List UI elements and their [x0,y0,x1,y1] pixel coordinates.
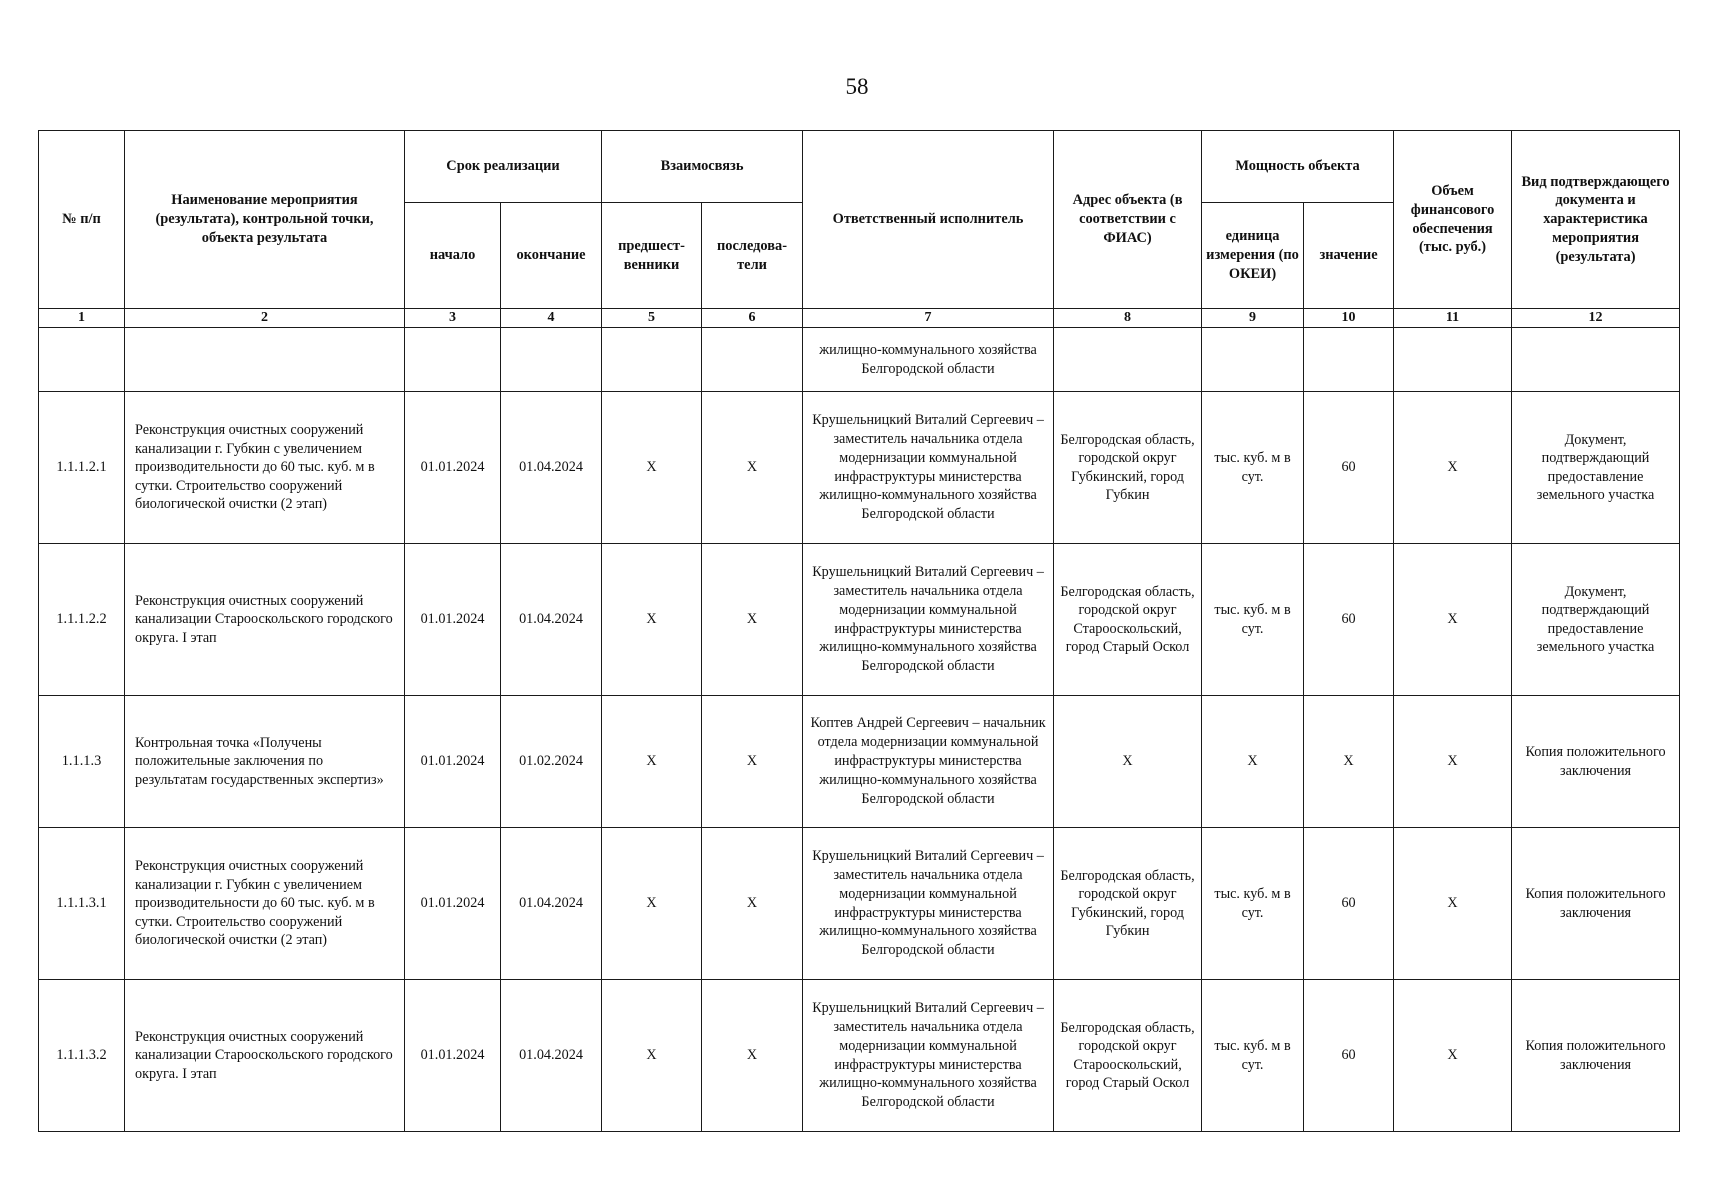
row-start: 01.01.2024 [405,828,501,980]
row-value: 60 [1304,392,1394,544]
column-index: 5 [602,309,702,328]
column-index: 2 [125,309,405,328]
header-address: Адрес объекта (в соответствии с ФИАС) [1054,131,1202,309]
table-row [39,696,1680,828]
continuation-text: жилищно-коммунального хозяйства Белгородской области [803,328,1054,392]
row-unit: тыс. куб. м в сут. [1202,544,1304,696]
row-start: 01.01.2024 [405,980,501,1132]
header-start: начало [405,203,501,309]
row-num: 1.1.1.2.1 [39,392,125,544]
row-followers: X [702,392,803,544]
row-executor: Крушельницкий Виталий Сергеевич – заместитель начальника отдела модернизации коммунальной инфраструктуры министерства жилищно-коммунального хозяйства Белгородской области [803,980,1054,1132]
row-followers: X [702,696,803,828]
header-relation: Взаимосвязь [602,131,803,203]
row-address: X [1054,696,1202,828]
column-index: 3 [405,309,501,328]
row-num: 1.1.1.3.1 [39,828,125,980]
row-unit: X [1202,696,1304,828]
row-address: Белгородская область, городской округ Губкинский, город Губкин [1054,392,1202,544]
column-index: 11 [1394,309,1512,328]
row-predecessors: X [602,544,702,696]
row-name: Реконструкция очистных сооружений канализации Старооскольского городского округа. I этап [125,544,405,696]
row-executor: Крушельницкий Виталий Сергеевич – заместитель начальника отдела модернизации коммунальной инфраструктуры министерства жилищно-коммунального хозяйства Белгородской области [803,544,1054,696]
row-unit: тыс. куб. м в сут. [1202,980,1304,1132]
column-index: 4 [501,309,602,328]
header-period: Срок реализации [405,131,602,203]
column-index: 7 [803,309,1054,328]
row-num: 1.1.1.3 [39,696,125,828]
column-index: 8 [1054,309,1202,328]
row-followers: X [702,828,803,980]
row-executor: Крушельницкий Виталий Сергеевич – заместитель начальника отдела модернизации коммунальной инфраструктуры министерства жилищно-коммунального хозяйства Белгородской области [803,828,1054,980]
row-doc: Копия положительного заключения [1512,828,1680,980]
row-funding: X [1394,696,1512,828]
table-row [39,828,1680,980]
row-doc: Документ, подтверждающий предоставление земельного участка [1512,544,1680,696]
header-value: значение [1304,203,1394,309]
continuation-row [39,328,1680,392]
row-value: X [1304,696,1394,828]
table-header [39,131,1680,328]
column-index: 6 [702,309,803,328]
row-start: 01.01.2024 [405,392,501,544]
column-index: 9 [1202,309,1304,328]
row-address: Белгородская область, городской округ Губкинский, город Губкин [1054,828,1202,980]
column-index-row [39,309,1680,328]
row-name: Реконструкция очистных сооружений канализации г. Губкин с увеличением производительности до 60 тыс. куб. м в сутки. Строительство сооружений биологической очистки (2 этап) [125,392,405,544]
header-predecessors: предшест-венники [602,203,702,309]
row-doc: Копия положительного заключения [1512,980,1680,1132]
row-funding: X [1394,828,1512,980]
row-executor: Коптев Андрей Сергеевич – начальник отдела модернизации коммунальной инфраструктуры министерства жилищно-коммунального хозяйства Белгородской области [803,696,1054,828]
row-predecessors: X [602,392,702,544]
row-executor: Крушельницкий Виталий Сергеевич – заместитель начальника отдела модернизации коммунальной инфраструктуры министерства жилищно-коммунального хозяйства Белгородской области [803,392,1054,544]
row-value: 60 [1304,980,1394,1132]
row-name: Реконструкция очистных сооружений канализации Старооскольского городского округа. I этап [125,980,405,1132]
row-start: 01.01.2024 [405,696,501,828]
header-doc: Вид подтверждающего документа и характеристика мероприятия (результата) [1512,131,1680,309]
plan-table [38,130,1680,1132]
row-predecessors: X [602,696,702,828]
row-end: 01.04.2024 [501,392,602,544]
row-value: 60 [1304,828,1394,980]
column-index: 1 [39,309,125,328]
row-followers: X [702,980,803,1132]
row-start: 01.01.2024 [405,544,501,696]
column-index: 12 [1512,309,1680,328]
row-end: 01.04.2024 [501,828,602,980]
row-address: Белгородская область, городской округ Старооскольский, город Старый Оскол [1054,544,1202,696]
page-number: 58 [845,74,869,99]
row-predecessors: X [602,828,702,980]
row-name: Контрольная точка «Получены положительные заключения по результатам государственных экспертиз» [125,696,405,828]
row-num: 1.1.1.3.2 [39,980,125,1132]
row-value: 60 [1304,544,1394,696]
row-end: 01.04.2024 [501,544,602,696]
table-row [39,392,1680,544]
header-name: Наименование мероприятия (результата), контрольной точки, объекта результата [125,131,405,309]
header-capacity: Мощность объекта [1202,131,1394,203]
row-name: Реконструкция очистных сооружений канализации г. Губкин с увеличением производительности до 60 тыс. куб. м в сутки. Строительство сооружений биологической очистки (2 этап) [125,828,405,980]
header-num: № п/п [39,131,125,309]
row-funding: X [1394,392,1512,544]
row-address: Белгородская область, городской округ Старооскольский, город Старый Оскол [1054,980,1202,1132]
row-doc: Копия положительного заключения [1512,696,1680,828]
row-funding: X [1394,980,1512,1132]
header-executor: Ответственный исполнитель [803,131,1054,309]
row-end: 01.02.2024 [501,696,602,828]
row-predecessors: X [602,980,702,1132]
header-unit: единица измерения (по ОКЕИ) [1202,203,1304,309]
row-followers: X [702,544,803,696]
header-funding: Объем финансового обеспечения (тыс. руб.) [1394,131,1512,309]
row-end: 01.04.2024 [501,980,602,1132]
row-doc: Документ, подтверждающий предоставление земельного участка [1512,392,1680,544]
column-index: 10 [1304,309,1394,328]
row-unit: тыс. куб. м в сут. [1202,392,1304,544]
row-funding: X [1394,544,1512,696]
table-row [39,980,1680,1132]
row-unit: тыс. куб. м в сут. [1202,828,1304,980]
row-num: 1.1.1.2.2 [39,544,125,696]
header-followers: последова-тели [702,203,803,309]
table-row [39,544,1680,696]
header-end: окончание [501,203,602,309]
